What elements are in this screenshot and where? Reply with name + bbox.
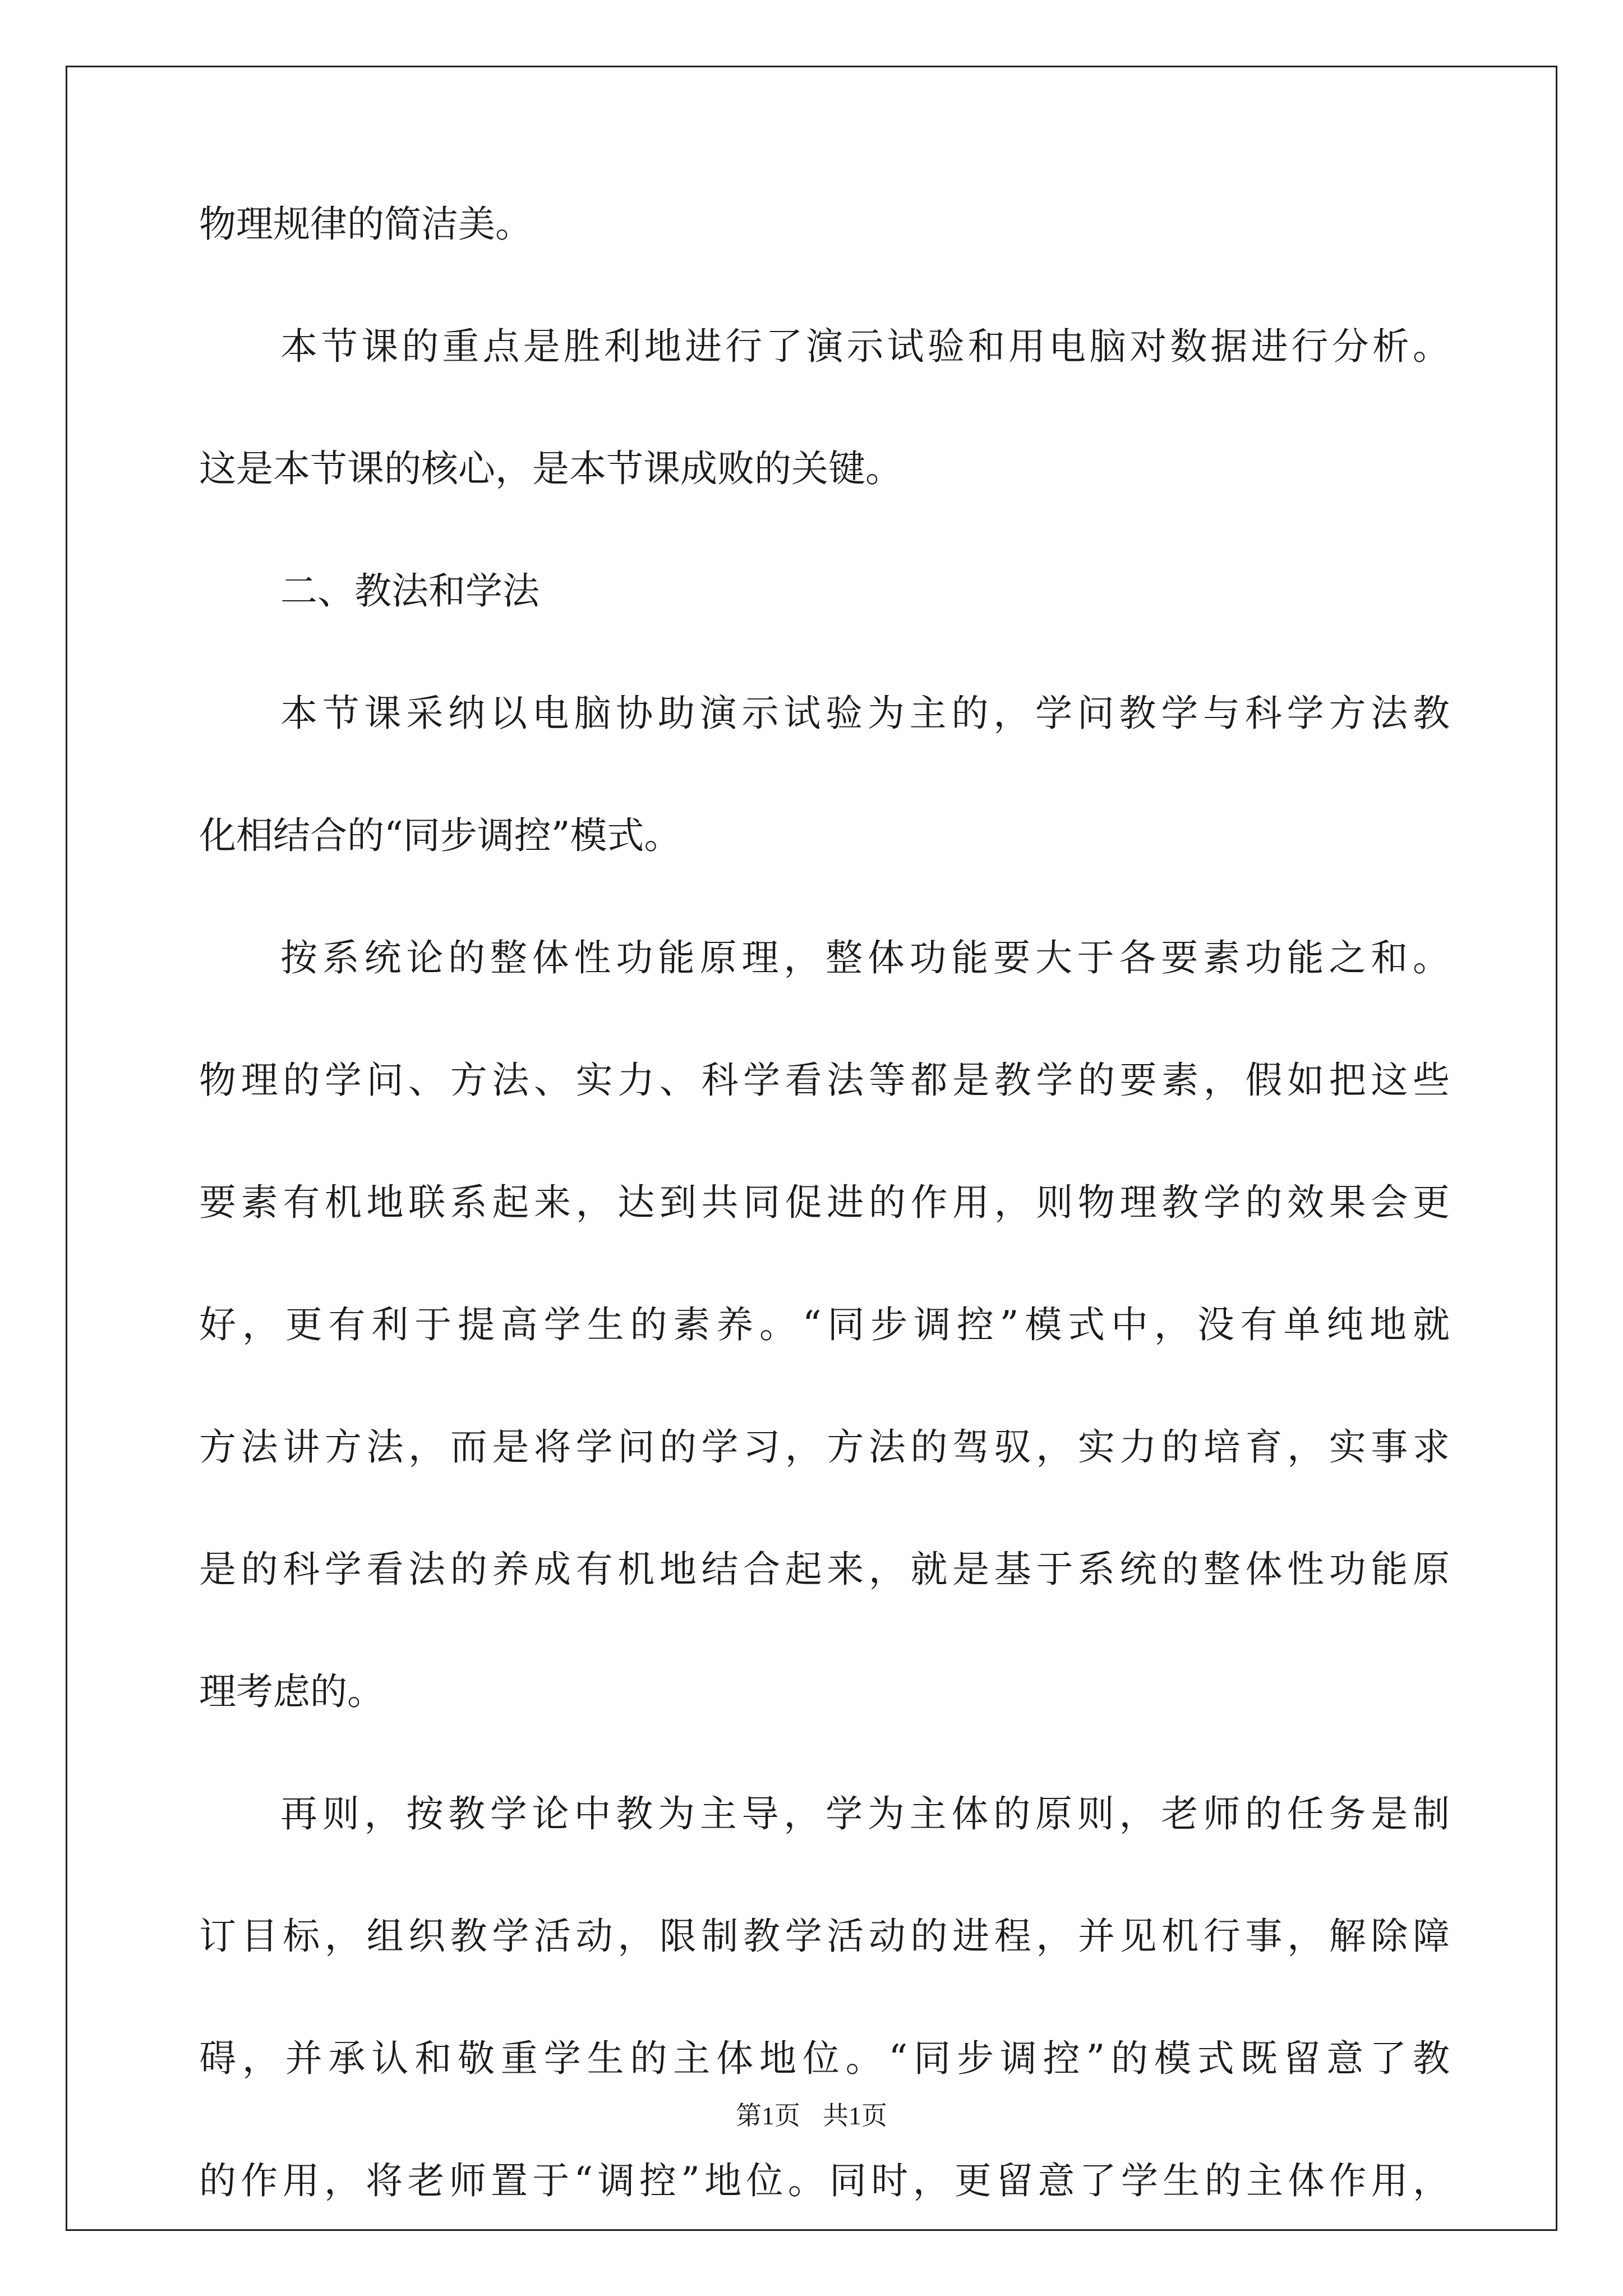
document-body: [199, 196, 1450, 2275]
text-line: 本节课的重点是胜利地进行了演示试验和用电脑对数据进行分析。: [280, 325, 1450, 368]
text-line: 要素有机地联系起来，达到共同促进的作用，则物理教学的效果会更: [199, 1181, 1450, 1224]
text-line: 按系统论的整体性功能原理，整体功能要大于各要素功能之和。: [280, 936, 1450, 979]
text-line: 碍，并承认和敬重学生的主体地位。“同步调控”的模式既留意了教: [199, 2037, 1450, 2080]
text-line: 物理规律的简洁美。: [199, 203, 532, 246]
text-line: 物理的学问、方法、实力、科学看法等都是教学的要素，假如把这些: [199, 1059, 1450, 1102]
text-line: 本节课采纳以电脑协助演示试验为主的，学问教学与科学方法教: [280, 692, 1450, 735]
text-line: 这是本节课的核心，是本节课成败的关键。: [199, 447, 902, 490]
text-line: 订目标，组织教学活动，限制教学活动的进程，并见机行事，解除障: [199, 1915, 1450, 1958]
text-line: 化相结合的“同步调控”模式。: [199, 814, 681, 857]
page-number: 第1页: [736, 2101, 800, 2130]
text-line: 是的科学看法的养成有机地结合起来，就是基于系统的整体性功能原: [199, 1548, 1450, 1591]
text-line: 二、教法和学法: [280, 569, 540, 613]
text-line: 理考虑的。: [199, 1670, 384, 1713]
text-line: 好，更有利于提高学生的素养。“同步调控”模式中，没有单纯地就: [199, 1303, 1450, 1346]
page-footer: [0, 2095, 1623, 2132]
text-line: 的作用，将老师置于“调控”地位。同时，更留意了学生的主体作用，: [199, 2159, 1450, 2202]
page-total: 共1页: [823, 2101, 887, 2130]
text-line: 再则，按教学论中教为主导，学为主体的原则，老师的任务是制: [280, 1792, 1450, 1835]
text-line: 方法讲方法，而是将学问的学习，方法的驾驭，实力的培育，实事求: [199, 1425, 1450, 1469]
